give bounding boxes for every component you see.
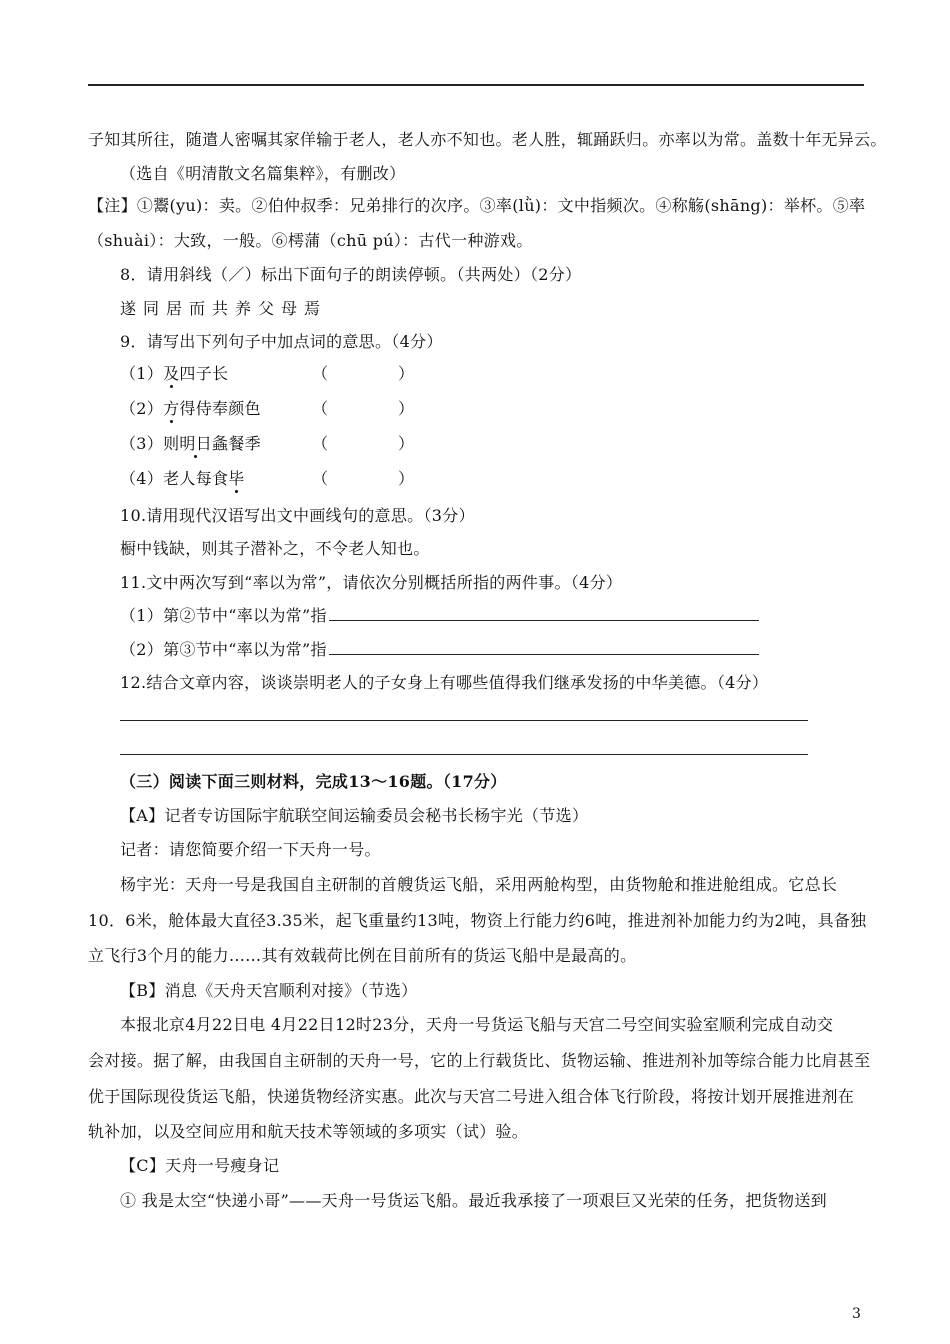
material-b-paragraph: 轨补加，以及空间应用和航天技术等领域的多项实（试）验。 [88,1122,529,1141]
emphasis-dot-word: 明日 [179,434,213,453]
page-number: 3 [852,1306,861,1322]
material-c-title: 【C】天舟一号瘦身记 [120,1156,280,1175]
material-a-paragraph: 杨宇光：天舟一号是我国自主研制的首艘货运飞船，采用两舱构型，由货物舱和推进舱组成。它总长 [120,875,838,894]
section-3-heading: （三）阅读下面三则材料，完成13～16题。（17分） [120,772,507,791]
material-b-paragraph: 会对接。据了解，由我国自主研制的天舟一号，它的上行载货比、货物运输、推进剂补加等综合能力比肩甚至 [88,1051,871,1070]
emphasis-dot-word: 方 [163,399,180,418]
header-rule [88,84,864,86]
material-a-paragraph: 立飞行3个月的能力……其有效载荷比例在目前所有的货运飞船中是最高的。 [88,946,637,965]
question-10-sentence: 橱中钱缺，则其子潜补之，不令老人知也。 [120,539,430,558]
material-a-paragraph: 10．6米，舱体最大直径3.35米，起飞重量约13吨，物资上行能力约6吨，推进剂补加能力约为2吨，具备独 [88,911,867,930]
q9-item: （1）及四子长 [120,364,229,383]
question-11: 11.文中两次写到“率以为常”，请依次分别概括所指的两件事。（4分） [120,573,623,592]
question-11-part-1: （1）第②节中“率以为常”指 [120,606,759,626]
material-a-title: 【A】记者专访国际宇航联空间运输委员会秘书长杨宇光（节选） [120,806,589,825]
passage-line: 子知其所往，随遣人密嘱其家佯输于老人，老人亦不知也。老人胜，辄踊跃归。亦率以为常。盖数十年无异云。 [88,130,887,149]
material-a-question: 记者：请您简要介绍一下天舟一号。 [120,840,381,859]
q9-item: （2）方得侍奉颜色 [120,399,261,418]
material-b-paragraph: 优于国际现役货运飞船，快递货物经济实惠。此次与天宫二号进入组合体飞行阶段，将按计划开展推进剂在 [88,1087,855,1106]
source-note: （选自《明清散文名篇集粹》，有删改） [120,164,406,183]
answer-blank[interactable] [329,606,759,621]
material-c-paragraph: ① 我是太空“快递小哥”——天舟一号货运飞船。最近我承接了一项艰巨又光荣的任务，把货物送到 [120,1191,827,1210]
annotation-line: （shuài）：大致，一般。⑥樗蒲（chū pú）：古代一种游戏。 [88,231,533,250]
emphasis-dot-word: 及 [163,364,180,383]
annotation-line: 【注】①鬻(yu)：卖。②伯仲叔季：兄弟排行的次序。③率(lǜ)：文中指频次。④称觞(shāng)：举杯。⑤率 [88,196,866,215]
question-10: 10.请用现代汉语写出文中画线句的意思。（3分） [120,506,475,525]
q9-item: （4）老人每食毕 [120,469,245,488]
question-12: 12.结合文章内容，谈谈崇明老人的子女身上有哪些值得我们继承发扬的中华美德。（4分） [120,673,769,692]
question-8-sentence: 遂同居而共养父母焉 [120,299,328,318]
answer-blank[interactable] [329,640,759,655]
question-9: 9．请写出下列句子中加点词的意思。（4分） [120,332,443,351]
material-b-title: 【B】消息《天舟天宫顺利对接》（节选） [120,981,418,1000]
question-8: 8．请用斜线（／）标出下面句子的朗读停顿。（共两处）（2分） [120,265,582,284]
material-b-paragraph: 本报北京4月22日电 4月22日12时23分，天舟一号货运飞船与天宫二号空间实验室顺利完成自动交 [120,1015,834,1034]
emphasis-dot-word: 毕 [228,469,245,488]
answer-line[interactable] [120,720,808,721]
question-11-part-2: （2）第③节中“率以为常”指 [120,640,759,660]
q9-item: （3）则明日螽餐季 [120,434,261,453]
answer-line[interactable] [120,754,808,755]
